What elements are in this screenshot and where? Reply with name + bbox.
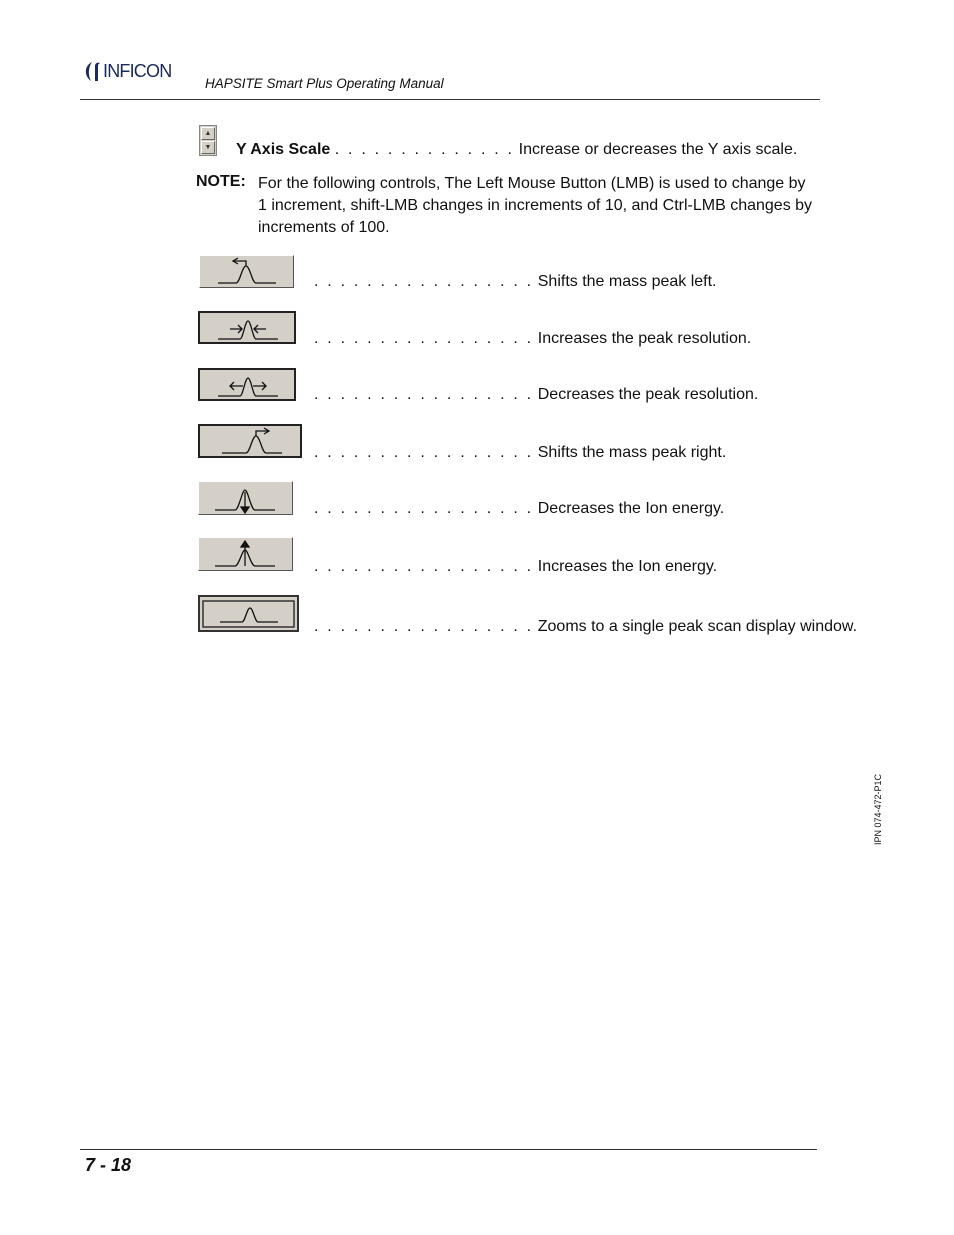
- leader-dots: . . . . . . . . . . . . . . . . .: [314, 273, 534, 290]
- y-axis-scale-description: Increase or decreases the Y axis scale.: [518, 141, 798, 158]
- footer-rule: [80, 1149, 817, 1150]
- note-text: For the following controls, The Left Mouse Button (LMB) is used to change by 1 increment, shift-LMB changes in increments of 10, and Ctrl-LMB changes by increments of 100.: [258, 175, 813, 236]
- leader-dots: . . . . . . . . . . . . . . . . .: [314, 558, 534, 575]
- manual-title: HAPSITE Smart Plus Operating Manual: [205, 76, 444, 91]
- control-entry: [314, 385, 758, 405]
- ion-energy-increase-icon: [198, 537, 293, 571]
- single-peak-zoom-icon: [198, 595, 299, 632]
- peak-resolution-decrease-icon: [198, 368, 296, 401]
- control-entry: [314, 617, 857, 637]
- leader-dots: . . . . . . . . . . . . . . . . .: [314, 444, 534, 461]
- page-number: 7 - 18: [85, 1155, 132, 1175]
- y-axis-scale-term: Y Axis Scale: [236, 141, 331, 158]
- brand-name: INFICON: [103, 61, 172, 81]
- peak-shift-right-icon: [198, 424, 302, 458]
- leader-dots: . . . . . . . . . . . . . . . . .: [314, 330, 534, 347]
- control-description: Decreases the peak resolution.: [537, 386, 759, 403]
- inficon-logo-mark-icon: [82, 60, 102, 82]
- spin-up-arrow-icon: ▲: [201, 127, 215, 140]
- control-entry: [314, 272, 717, 292]
- control-description: Shifts the mass peak left.: [537, 273, 717, 290]
- leader-dots: . . . . . . . . . . . . . . . . .: [314, 500, 534, 517]
- leader-dots: . . . . . . . . . . . . . .: [334, 141, 515, 158]
- note-label: NOTE:: [196, 173, 246, 190]
- control-description: Increases the peak resolution.: [537, 330, 752, 347]
- control-description: Shifts the mass peak right.: [537, 444, 727, 461]
- peak-shift-left-icon: [199, 255, 294, 288]
- control-description: Zooms to a single peak scan display window.: [537, 618, 858, 635]
- spin-updown-icon: [199, 125, 217, 156]
- control-entry: [314, 557, 717, 577]
- control-entry: [314, 443, 726, 463]
- spin-down-arrow-icon: ▼: [201, 141, 215, 154]
- control-description: Increases the Ion energy.: [537, 558, 718, 575]
- ion-energy-decrease-icon: [198, 481, 293, 515]
- leader-dots: . . . . . . . . . . . . . . . . .: [314, 386, 534, 403]
- control-entry: [314, 499, 724, 519]
- ipn-code: IPN 074-472-P1C: [873, 773, 883, 845]
- y-axis-scale-entry: [236, 140, 797, 160]
- control-entry: [314, 329, 751, 349]
- control-description: Decreases the Ion energy.: [537, 500, 725, 517]
- peak-resolution-increase-icon: [198, 311, 296, 344]
- header-rule: [80, 99, 820, 100]
- leader-dots: . . . . . . . . . . . . . . . . .: [314, 618, 534, 635]
